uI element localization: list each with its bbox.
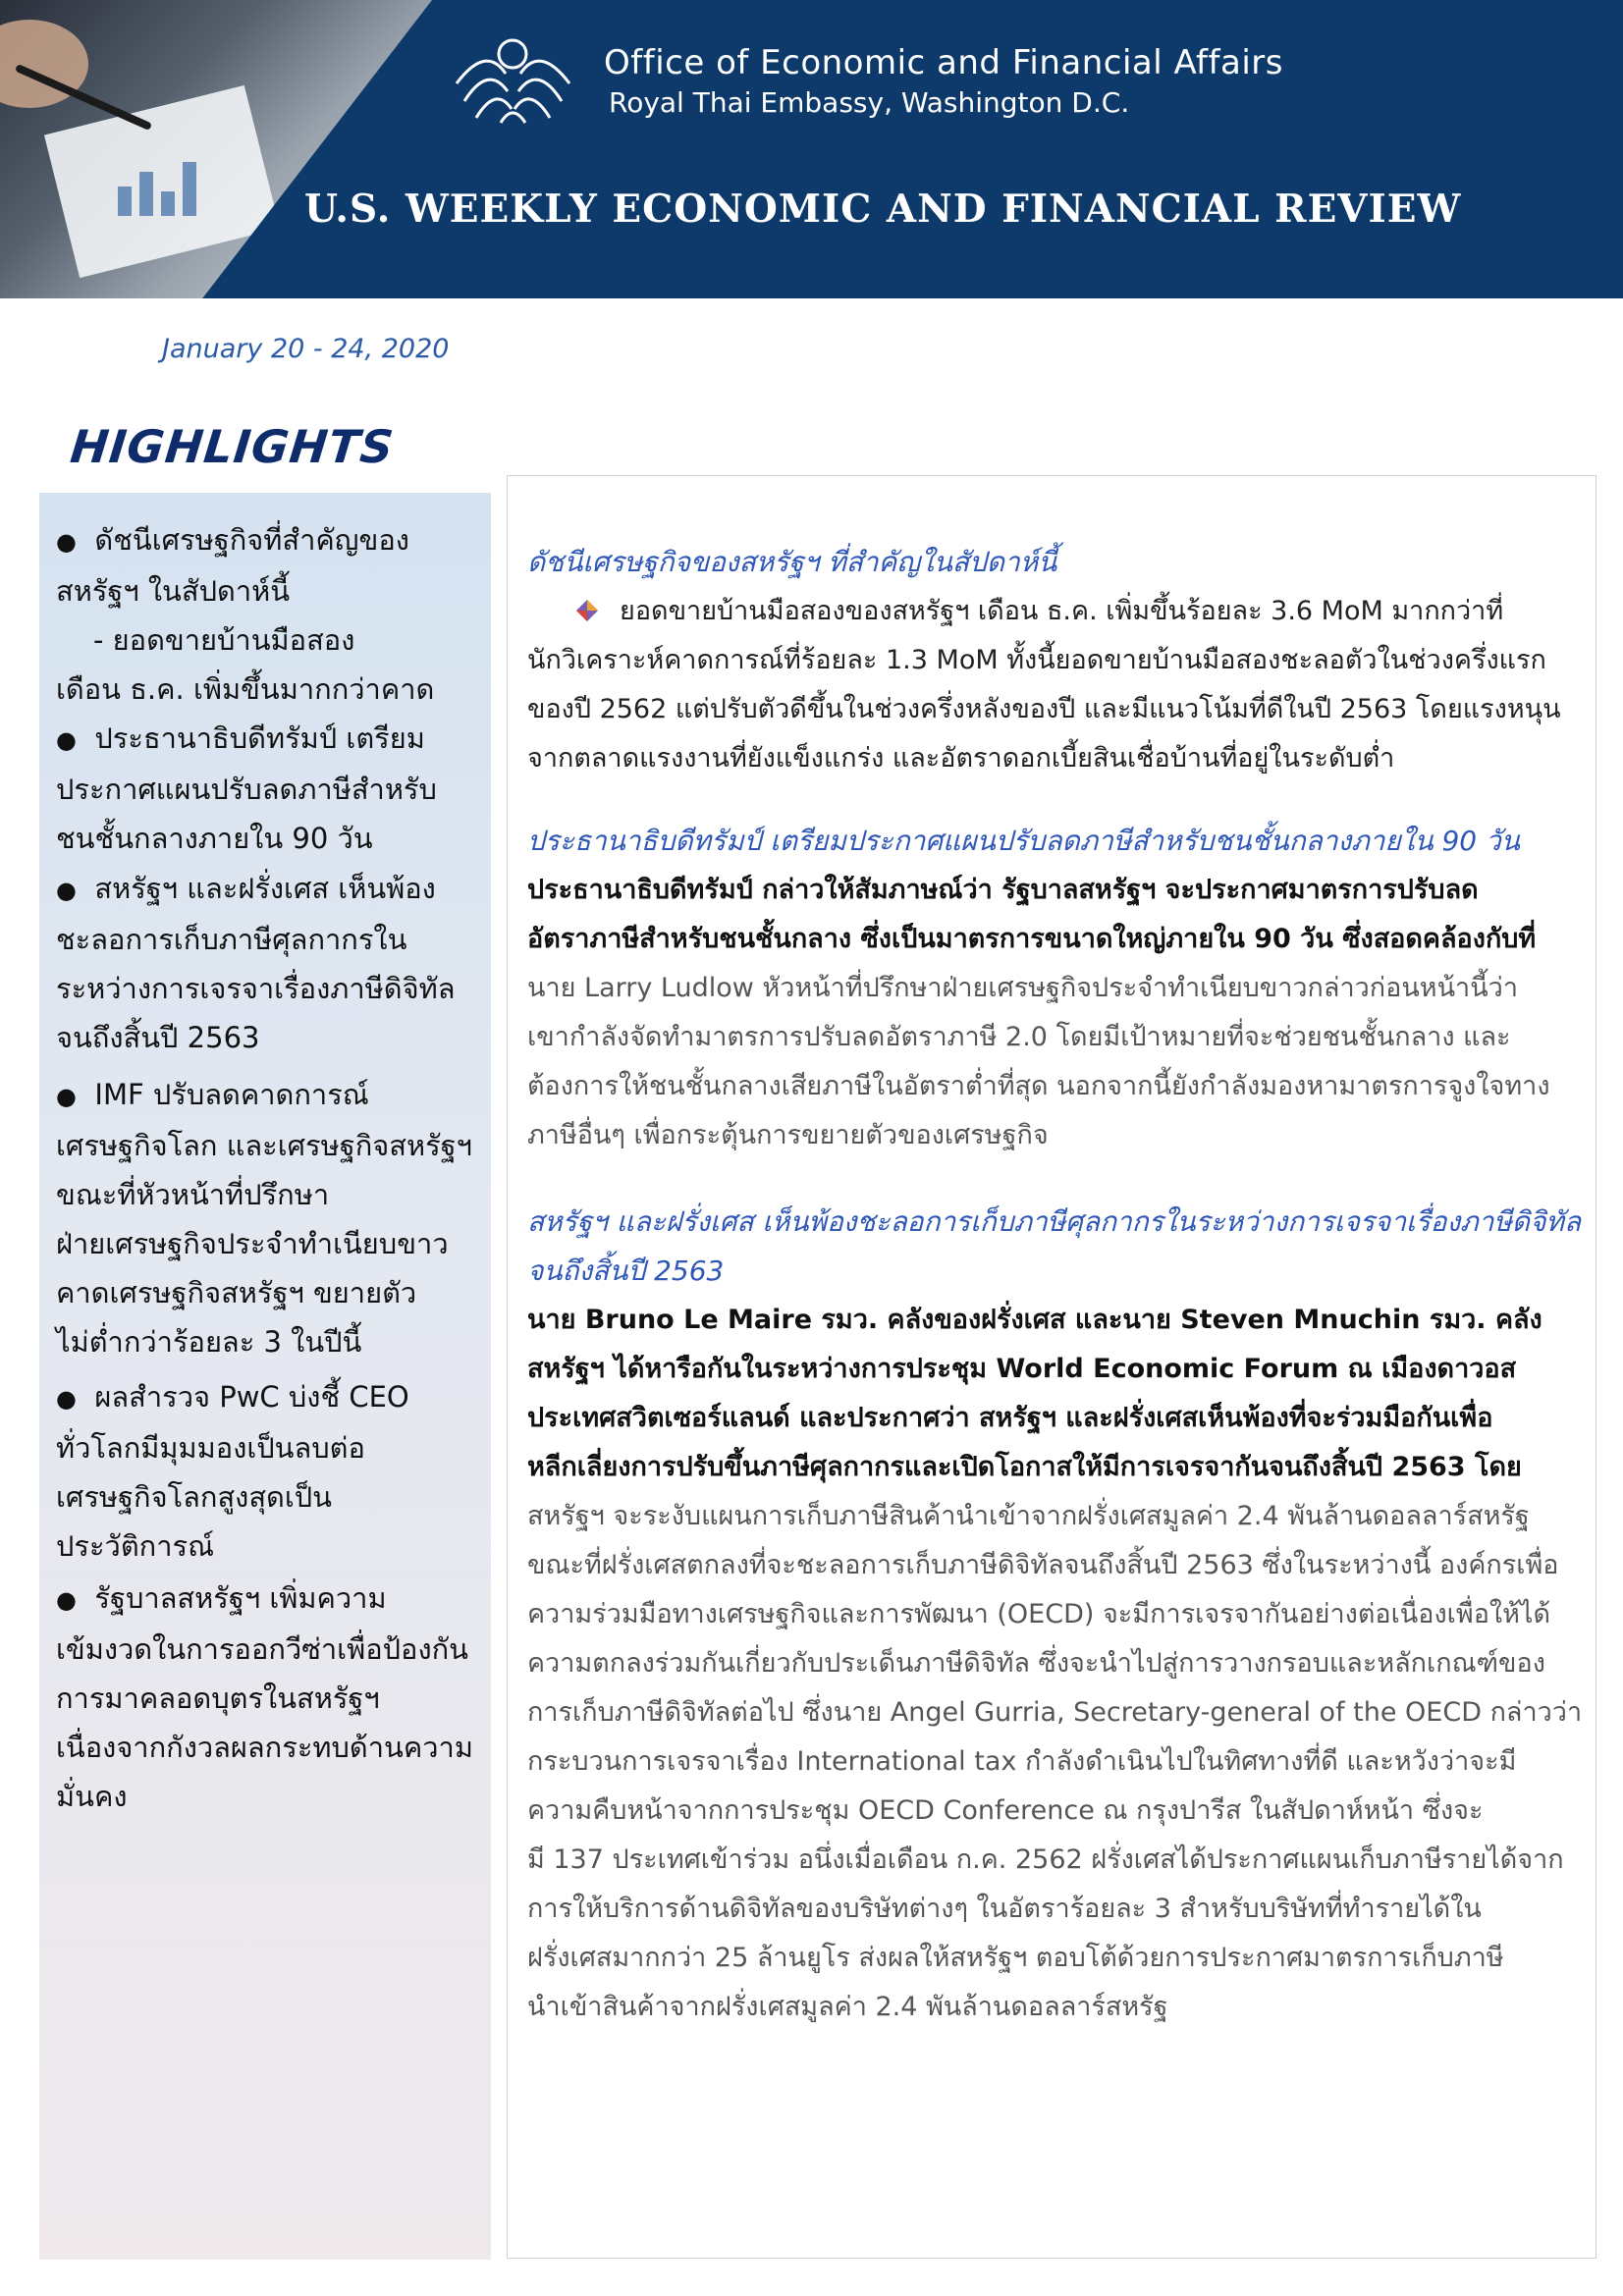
highlight-text: ประธานาธิบดีทรัมป์ เตรียม (94, 721, 425, 755)
article-text-line: นำเข้าสินค้าจากฝรั่งเศสมูลค่า 2.4 พันล้านดอลลาร์สหรัฐ (527, 1992, 1168, 2022)
highlight-text: เข้มงวดในการออกวีซ่าเพื่อป้องกัน (56, 1632, 468, 1666)
article-text-line: อัตราภาษีสำหรับชนชั้นกลาง ซึ่งเป็นมาตรการขนาดใหญ่ภายใน 90 วัน ซึ่งสอดคล้องกับที่ (527, 924, 1537, 954)
bar-chart-icon (118, 157, 206, 216)
report-date: January 20 - 24, 2020 (162, 334, 450, 364)
article-text-line: จากตลาดแรงงานที่ยังแข็งแกร่ง และอัตราดอกเบี้ยสินเชื่อบ้านที่อยู่ในระดับต่ำ (527, 743, 1395, 774)
diamond-bullet-icon (576, 600, 598, 621)
article-title: ประธานาธิบดีทรัมป์ เตรียมประกาศแผนปรับลดภาษีสำหรับชนชั้นกลางภายใน 90 วัน (527, 825, 1520, 857)
garuda-emblem-icon (447, 25, 579, 133)
highlight-text: ดัชนีเศรษฐกิจที่สำคัญของ (94, 523, 409, 557)
highlight-text (56, 515, 488, 566)
article-text-line: เขากำลังจัดทำมาตรการปรับลดอัตราภาษี 2.0 โดยมีเป้าหมายที่จะช่วยชนชั้นกลาง และ (527, 1022, 1511, 1052)
highlight-text: ● (56, 1385, 77, 1413)
highlight-text: ทั่วโลกมีมุมมองเป็นลบต่อ (56, 1431, 365, 1465)
article-tax-cut (527, 817, 1588, 1160)
highlight-text: เศรษฐกิจโลก และเศรษฐกิจสหรัฐฯ (56, 1129, 472, 1162)
article-text-line: ความตกลงร่วมกันเกี่ยวกับประเด็นภาษีดิจิทัล ซึ่งจะนำไปสู่การวางกรอบและหลักเกณฑ์ของ (527, 1648, 1545, 1679)
article-text-line: ของปี 2562 แต่ปรับตัวดีขึ้นในช่วงครึ่งหลังของปี และมีแนวโน้มที่ดีในปี 2563 โดยแรงหนุน (527, 694, 1561, 724)
article-title-cont: จนถึงสิ้นปี 2563 (527, 1255, 725, 1287)
article-text-line: ภาษีอื่นๆ เพื่อกระตุ้นการขยายตัวของเศรษฐกิจ (527, 1120, 1049, 1150)
highlight-text: เดือน ธ.ค. เพิ่มขึ้นมากกว่าคาด (56, 672, 435, 706)
highlight-text: - ยอดขายบ้านมือสอง (93, 623, 355, 657)
article-text-line: ความคืบหน้าจากการประชุม OECD Conference ณ กรุงปารีส ในสัปดาห์หน้า ซึ่งจะ (527, 1795, 1484, 1826)
highlight-text: ขณะที่หัวหน้าที่ปรึกษา (56, 1178, 330, 1211)
highlight-text: ไม่ต่ำกว่าร้อยละ 3 ในปีนี้ (56, 1325, 362, 1359)
highlight-item (56, 515, 488, 714)
article-text-line: นาย Larry Ludlow หัวหน้าที่ปรึกษาฝ่ายเศรษฐกิจประจำทำเนียบขาวกล่าวก่อนหน้านี้ว่า (527, 973, 1518, 1003)
highlight-text: ● (56, 1083, 77, 1110)
highlight-text (56, 1574, 488, 1625)
highlight-text: เนื่องจากกังวลผลกระทบด้านความ (56, 1731, 473, 1764)
highlight-text: มั่นคง (56, 1780, 128, 1813)
article-text-line: นักวิเคราะห์คาดการณ์ที่ร้อยละ 1.3 MoM ทั้งนี้ยอดขายบ้านมือสองชะลอตัวในช่วงครึ่งแรก (527, 645, 1546, 675)
highlight-item (56, 1372, 488, 1571)
article-text-line: นาย Bruno Le Maire รมว. คลังของฝรั่งเศส และนาย Steven Mnuchin รมว. คลัง (527, 1305, 1542, 1335)
article-text-line: การให้บริการด้านดิจิทัลของบริษัทต่างๆ ในอัตราร้อยละ 3 สำหรับบริษัทที่ทำรายได้ใน (527, 1894, 1482, 1924)
highlight-text: ● (56, 528, 77, 556)
highlight-text: ประกาศแผนปรับลดภาษีสำหรับ (56, 773, 437, 806)
article-text-line: การเก็บภาษีดิจิทัลต่อไป ซึ่งนาย Angel Gurria, Secretary-general of the OECD กล่าวว่า (527, 1697, 1583, 1728)
header-banner (0, 0, 1623, 298)
article-economic-indicators: ดัชนีเศรษฐกิจของสหรัฐฯ ที่สำคัญในสัปดาห์นี้ ยอดขายบ้านมือสองของสหรัฐฯ เดือน ธ.ค. เพิ่มขึ้นร้อยละ 3.6 MoM มากกว่าที่ นักวิเคราะห์คาดการณ์ที่ร้อยละ 1.3 MoM ทั้งนี้ยอดขายบ้านมือสองชะลอตัวในช่วงครึ่งแรก ของปี 2562 แต่ปรับตัวดีขึ้นในช่วงครึ่งหลังของปี และมีแนวโน้มที่ดีในปี 2563 โดยแรงหนุน จากตลาดแรงงานที่ยังแข็งแกร่ง และอัตราดอกเบี้ยสินเชื่อบ้านที่อยู่ในระดับต่ำ (527, 538, 1588, 783)
article-title: ดัชนีเศรษฐกิจของสหรัฐฯ ที่สำคัญในสัปดาห์นี้ (527, 546, 1057, 578)
highlight-text: ● (56, 726, 77, 754)
article-text-line: กระบวนการเจรจาเรื่อง International tax กำลังดำเนินไปในทิศทางที่ดี และหวังว่าจะมี (527, 1746, 1517, 1777)
header-photo (0, 0, 432, 298)
highlight-text: IMF ปรับลดคาดการณ์ (94, 1078, 369, 1111)
org-name: Office of Economic and Financial Affairs (604, 43, 1283, 82)
article-text-line: ความร่วมมือทางเศรษฐกิจและการพัฒนา (OECD) จะมีการเจรจากันอย่างต่อเนื่องเพื่อให้ได้ (527, 1599, 1551, 1629)
highlight-text: สหรัฐฯ และฝรั่งเศส เห็นพ้อง (94, 872, 436, 905)
highlight-text (56, 1372, 488, 1423)
article-text-line: สหรัฐฯ ได้หารือกันในระหว่างการประชุม World Economic Forum ณ เมืองดาวอส (527, 1354, 1517, 1384)
highlights-title: HIGHLIGHTS (68, 420, 397, 473)
article-digital-tax (527, 1198, 1588, 2032)
article-text-line: ประธานาธิบดีทรัมป์ กล่าวให้สัมภาษณ์ว่า รัฐบาลสหรัฐฯ จะประกาศมาตรการปรับลด (527, 875, 1479, 905)
highlight-text (56, 1070, 488, 1121)
highlight-text: การมาคลอดบุตรในสหรัฐฯ (56, 1682, 380, 1715)
highlight-text: สหรัฐฯ ในสัปดาห์นี้ (56, 574, 291, 608)
highlight-text (56, 714, 488, 765)
highlight-item (56, 1070, 488, 1366)
highlight-text: ● (56, 877, 77, 904)
article-text-line: หลีกเลี่ยงการปรับขึ้นภาษีศุลกากรและเปิดโอกาสให้มีการเจรจากันจนถึงสิ้นปี 2563 โดย (527, 1452, 1522, 1482)
highlight-text: คาดเศรษฐกิจสหรัฐฯ ขยายตัว (56, 1276, 417, 1309)
article-text-line: ประเทศสวิตเซอร์แลนด์ และประกาศว่า สหรัฐฯ และฝรั่งเศสเห็นพ้องที่จะร่วมมือกันเพื่อ (527, 1403, 1493, 1433)
highlight-text: ระหว่างการเจรจาเรื่องภาษีดิจิทัล (56, 972, 456, 1005)
article-text-line: ขณะที่ฝรั่งเศสตกลงที่จะชะลอการเก็บภาษีดิจิทัลจนถึงสิ้นปี 2563 ซึ่งในระหว่างนี้ องค์กรเพื่อ (527, 1550, 1559, 1580)
article-text-line: ฝรั่งเศสมากกว่า 25 ล้านยูโร ส่งผลให้สหรัฐฯ ตอบโต้ด้วยการประกาศมาตรการเก็บภาษี (527, 1943, 1504, 1973)
highlight-item (56, 714, 488, 863)
highlight-text: จนถึงสิ้นปี 2563 (56, 1021, 260, 1054)
highlight-text: รัฐบาลสหรัฐฯ เพิ่มความ (94, 1581, 387, 1615)
article-title: สหรัฐฯ และฝรั่งเศส เห็นพ้องชะลอการเก็บภาษีศุลกากรในระหว่างการเจรจาเรื่องภาษีดิจิทัล (527, 1205, 1581, 1238)
highlight-text: เศรษฐกิจโลกสูงสุดเป็น (56, 1480, 333, 1514)
highlight-item (56, 864, 488, 1062)
highlight-text: ฝ่ายเศรษฐกิจประจำทำเนียบขาว (56, 1227, 449, 1260)
article-text-line: ต้องการให้ชนชั้นกลางเสียภาษีในอัตราต่ำที่สุด นอกจากนี้ยังกำลังมองหามาตรการจูงใจทาง (527, 1071, 1550, 1101)
article-text-line: มี 137 ประเทศเข้าร่วม อนึ่งเมื่อเดือน ก.ค. 2562 ฝรั่งเศสได้ประกาศแผนเก็บภาษีรายได้จาก (527, 1844, 1564, 1875)
org-location: Royal Thai Embassy, Washington D.C. (609, 86, 1130, 119)
highlight-text: ชนชั้นกลางภายใน 90 วัน (56, 822, 373, 855)
article-text-line: สหรัฐฯ จะระงับแผนการเก็บภาษีสินค้านำเข้าจากฝรั่งเศสมูลค่า 2.4 พันล้านดอลลาร์สหรัฐ (527, 1501, 1530, 1531)
highlight-text: ผลสำรวจ PwC บ่งชี้ CEO (94, 1380, 409, 1414)
highlight-text: ประวัติการณ์ (56, 1529, 215, 1563)
highlight-text: ● (56, 1586, 77, 1614)
highlight-text (56, 864, 488, 915)
highlight-item (56, 1574, 488, 1821)
review-title: U.S. WEEKLY ECONOMIC AND FINANCIAL REVIEW (304, 187, 1462, 232)
highlight-text: ชะลอการเก็บภาษีศุลกากรใน (56, 923, 407, 956)
